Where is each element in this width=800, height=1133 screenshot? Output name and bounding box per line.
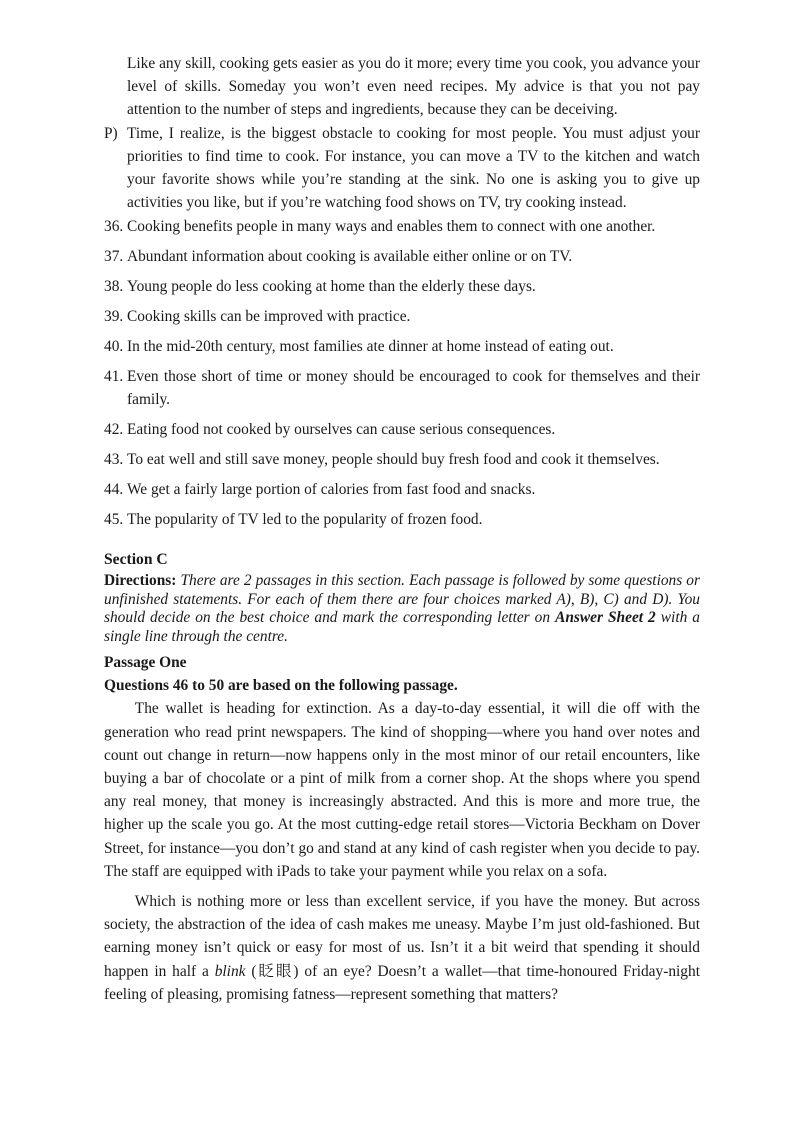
statement-item (104, 448, 700, 471)
statement-item (104, 508, 700, 531)
paragraph-p-label: P) (104, 125, 118, 142)
passage-paragraph (104, 890, 700, 1006)
passage-questions-line: Questions 46 to 50 are based on the following passage. (104, 677, 458, 695)
passage-paragraph-text-end: of an eye? Doesn’t a wallet—that time-honoured Friday-night feeling of pleasing, promising fatness—represent something that matters? (104, 962, 700, 1003)
directions (104, 572, 700, 646)
statement-text: The popularity of TV led to the popularity of frozen food. (127, 511, 483, 528)
statement-text: Abundant information about cooking is available either online or on TV. (127, 248, 573, 265)
statement-text: In the mid-20th century, most families ate dinner at home instead of eating out. (127, 338, 614, 355)
passage-paragraph-text: Which is nothing more or less than excellent service, if you have the money. But across society, the abstraction of the idea of cash makes me uneasy. Maybe I’m just old-fashioned. But earning money isn’t quick or easy for most of us. Isn’t it a bit weird that spending it should happen in half a (104, 893, 700, 980)
statement-text: Cooking benefits people in many ways and enables them to connect with one another. (127, 218, 656, 235)
paragraph-p-text: Time, I realize, is the biggest obstacle to cooking for most people. You must adjust your priorities to find time to cook. For instance, you can move a TV to the kitchen and watch your favorite shows while you’re standing at the sink. No one is asking you to give up activities you like, but if you’re watching food shows on TV, try cooking instead. (127, 125, 700, 211)
statement-number: 43. (104, 451, 124, 468)
paragraph-o-continuation: Like any skill, cooking gets easier as you do it more; every time you cook, you advance your level of skills. Someday you won’t even need recipes. My advice is that you not pay attention to the number of steps and ingredients, because they can be deceiving. (127, 55, 700, 118)
statement-number: 40. (104, 338, 124, 355)
exam-page (104, 52, 700, 1006)
statement-number: 38. (104, 278, 124, 295)
statement-text: We get a fairly large portion of calories from fast food and snacks. (127, 481, 536, 498)
statement-item (104, 335, 700, 358)
paragraph-p (104, 122, 700, 214)
statement-list (104, 215, 700, 531)
directions-label: Directions: (104, 572, 177, 589)
statement-item (104, 478, 700, 501)
directions-text: There are 2 passages in this section. Each passage is followed by some questions or unfinished statements. For each of them there are four choices marked A), B), C) and D). You should decide on the best choice and mark the corresponding letter on (104, 572, 700, 627)
passage-paragraph: The wallet is heading for extinction. As a day-to-day essential, it will die off with the generation who read print newspapers. The kind of shopping—where you hand over notes and count out change in return—now happens only in the most minor of our retail encounters, like buying a bar of chocolate or a pint of milk from a corner shop. At the shops where you spend any real money, that money is increasingly abstracted. And this is more and more true, the higher up the scale you go. At the most cutting-edge retail stores—Victoria Beckham on Dover Street, for instance—you don’t go and stand at any kind of cash register when you decide to pay. The staff are equipped with iPads to take your payment while you relax on a sofa. (104, 700, 700, 880)
statement-number: 42. (104, 421, 124, 438)
statement-item (104, 215, 700, 238)
answer-sheet-label: Answer Sheet 2 (555, 609, 656, 627)
statement-text: Cooking skills can be improved with practice. (127, 308, 411, 325)
statement-number: 37. (104, 248, 124, 265)
chinese-gloss: (眨眼) (245, 962, 305, 980)
statement-item (104, 418, 700, 441)
directions-text-end: with a single line through the centre. (104, 609, 700, 645)
statement-number: 44. (104, 481, 124, 498)
statement-number: 39. (104, 308, 124, 325)
statement-item (104, 365, 700, 411)
statement-text: Eating food not cooked by ourselves can cause serious consequences. (127, 421, 556, 438)
passage-heading: Passage One (104, 654, 187, 672)
statement-text: Even those short of time or money should be encouraged to cook for themselves and their family. (127, 368, 700, 408)
italic-word: blink (214, 962, 246, 980)
section-title: Section C (104, 551, 168, 568)
statement-item (104, 245, 700, 268)
statement-number: 45. (104, 511, 124, 528)
statement-item (104, 305, 700, 328)
statement-number: 41. (104, 368, 124, 385)
statement-number: 36. (104, 218, 124, 235)
statement-text: To eat well and still save money, people should buy fresh food and cook it themselves. (127, 451, 660, 468)
statement-item (104, 275, 700, 298)
statement-text: Young people do less cooking at home than the elderly these days. (127, 278, 536, 295)
